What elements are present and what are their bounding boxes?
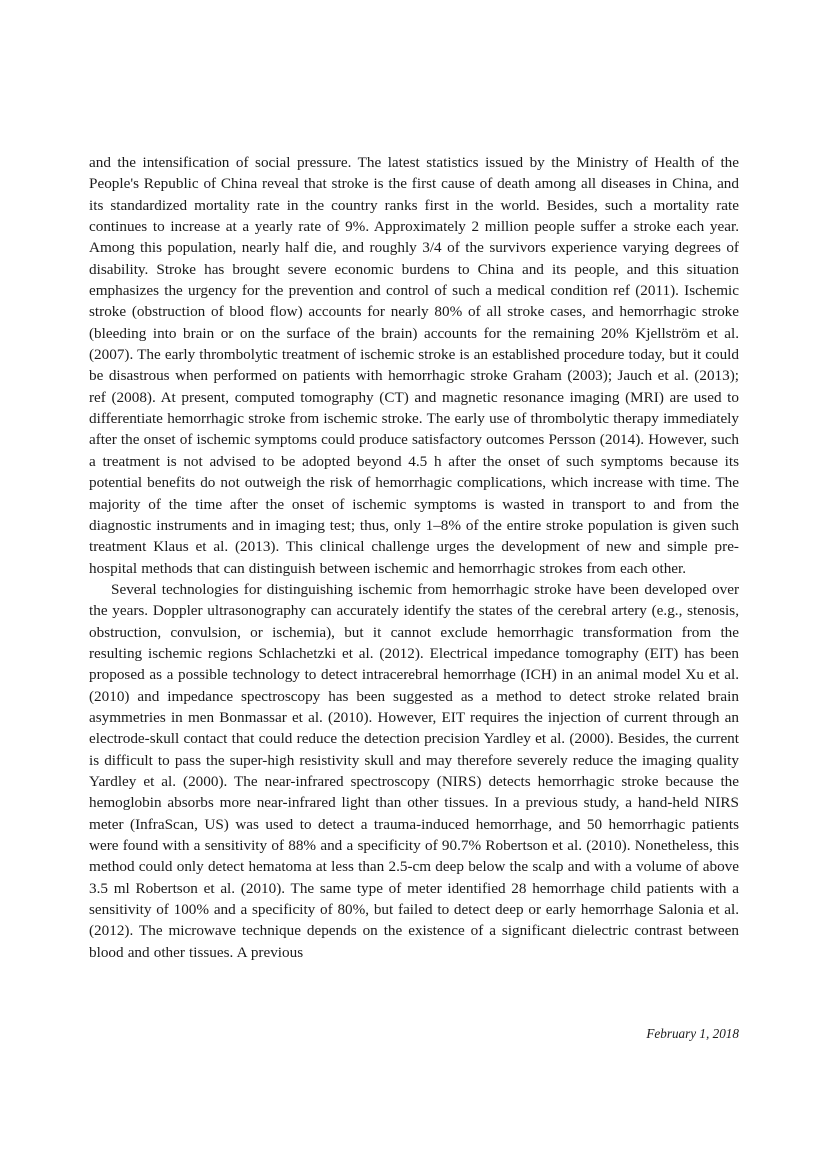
body-text-column	[89, 152, 739, 963]
footer-date: February 1, 2018	[646, 1026, 739, 1041]
page-footer	[89, 1026, 739, 1042]
paragraph-stroke-statistics: and the intensification of social pressure. The latest statistics issued by the Ministry of Health of the People's Republic of China reveal that stroke is the first cause of death among all diseases in China, and its standardized mortality rate in the country ranks first in the world. Besides, such a mortality rate continues to increase at a yearly rate of 9%. Approximately 2 million people suffer a stroke each year. Among this population, nearly half die, and roughly 3/4 of the survivors experience varying degrees of disability. Stroke has brought severe economic burdens to China and its people, and this situation emphasizes the urgency for the prevention and control of such a medical condition ref (2011). Ischemic stroke (obstruction of blood flow) accounts for nearly 80% of all stroke cases, and hemorrhagic stroke (bleeding into brain or on the surface of the brain) accounts for the remaining 20% Kjellström et al. (2007). The early thrombolytic treatment of ischemic stroke is an established procedure today, but it could be disastrous when performed on patients with hemorrhagic stroke Graham (2003); Jauch et al. (2013); ref (2008). At present, computed tomography (CT) and magnetic resonance imaging (MRI) are used to differentiate hemorrhagic stroke from ischemic stroke. The early use of thrombolytic therapy immediately after the onset of ischemic symptoms could produce satisfactory outcomes Persson (2014). However, such a treatment is not advised to be adopted beyond 4.5 h after the onset of such symptoms because its potential benefits do not outweigh the risk of hemorrhagic complications, which increase with time. The majority of the time after the onset of ischemic symptoms is wasted in transport to and from the diagnostic instruments and in imaging test; thus, only 1–8% of the entire stroke population is given such treatment Klaus et al. (2013). This clinical challenge urges the development of new and simple pre-hospital methods that can distinguish between ischemic and hemorrhagic strokes from each other.	[89, 154, 739, 577]
paragraph-detection-technologies: Several technologies for distinguishing ischemic from hemorrhagic stroke have been developed over the years. Doppler ultrasonography can accurately identify the states of the cerebral artery (e.g., stenosis, obstruction, convulsion, or ischemia), but it cannot exclude hemorrhagic transformation from the resulting ischemic regions Schlachetzki et al. (2012). Electrical impedance tomography (EIT) has been proposed as a possible technology to detect intracerebral hemorrhage (ICH) in an animal model Xu et al. (2010) and impedance spectroscopy has been suggested as a method to detect stroke related brain asymmetries in men Bonmassar et al. (2010). However, EIT requires the injection of current through an electrode-skull contact that could reduce the detection precision Yardley et al. (2000). Besides, the current is difficult to pass the super-high resistivity skull and may therefore severely reduce the imaging quality Yardley et al. (2000). The near-infrared spectroscopy (NIRS) detects hemorrhagic stroke because the hemoglobin absorbs more near-infrared light than other tissues. In a previous study, a hand-held NIRS meter (InfraScan, US) was used to detect a trauma-induced hemorrhage, and 50 hemorrhagic patients were found with a sensitivity of 88% and a specificity of 90.7% Robertson et al. (2010). Nonetheless, this method could only detect hematoma at less than 2.5-cm deep below the scalp and with a volume of above 3.5 ml Robertson et al. (2010). The same type of meter identified 28 hemorrhage child patients with a sensitivity of 100% and a specificity of 80%, but failed to detect deep or early hemorrhage Salonia et al. (2012). The microwave technique depends on the existence of a significant dielectric contrast between blood and other tissues. A previous	[89, 580, 739, 961]
